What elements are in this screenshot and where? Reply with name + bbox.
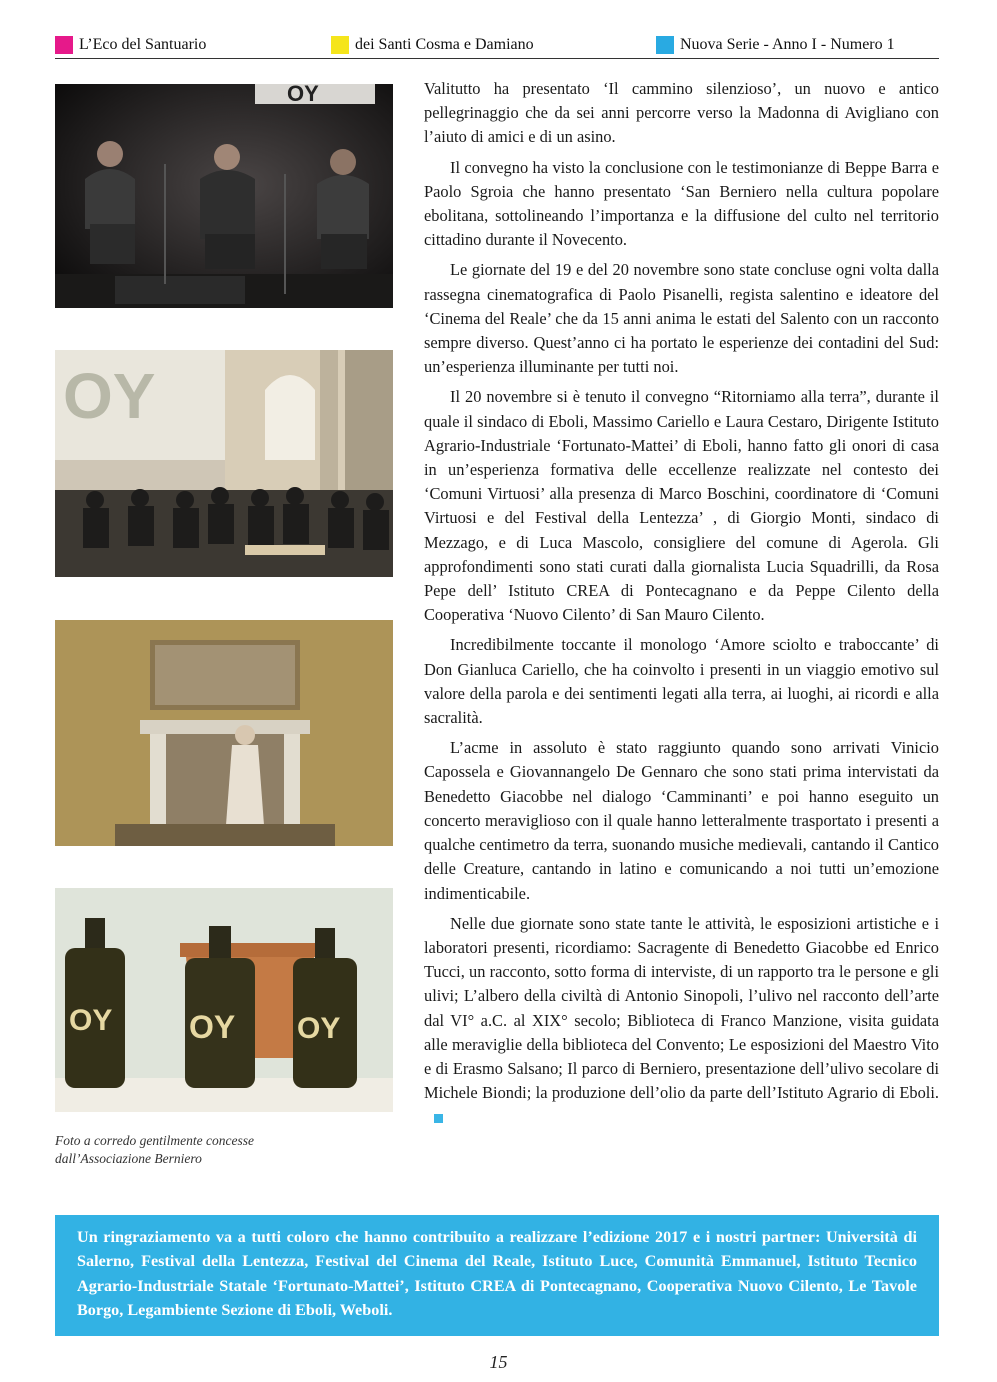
page-header — [55, 34, 939, 59]
article-paragraph: Le giornate del 19 e del 20 novembre sono state concluse ogni volta dalla rassegna cinematografica di Paolo Pisanelli, regista salentino e ideatore del ‘Cinema del Reale’ che da 15 anni anima le estati del Salento con un racconto sempre diverso. Quest’anno ci ha portato le esperienze dei contadini del Sud: un’esperienza illuminante per tutti noi. — [424, 260, 939, 377]
article-body — [424, 77, 939, 1136]
yellow-square-icon — [331, 36, 349, 54]
photo-olive-oil-bottles — [55, 888, 393, 1112]
cyan-square-icon — [656, 36, 674, 54]
oy-logo-text: OY — [287, 84, 319, 106]
article-paragraph: Incredibilmente toccante il monologo ‘Amore sciolto e traboccante’ di Don Gianluca Cariello, che ha coinvolto i presenti in un viaggio emotivo sul valore della parola e dei sentimenti legati alla terra, ai luoghi, ai ricordi e alla sacralità. — [424, 635, 939, 728]
bottle-label-text: OY — [297, 1012, 341, 1045]
end-of-article-square-icon — [434, 1114, 443, 1123]
article-paragraph: L’acme in assoluto è stato raggiunto quando sono arrivati Vinicio Capossela e Giovannangelo De Gennaro che sono stati prima intervistati da Benedetto Giacobbe nel dialogo ‘Camminanti’ e poi hanno eseguito un concerto meraviglioso con il quale hanno letteralmente trasportato i presenti a qualche centimetro da terra, suonando musiche medievali, cantando il Cantico delle Creature, cantando in latino e comunicando a noi tutti un’emozione indimenticabile. — [424, 738, 939, 903]
article-paragraph: Il convegno ha visto la conclusione con le testimonianze di Beppe Barra e Paolo Sgroia che hanno presentato ‘San Berniero nella cultura popolare ebolitana, sottolineando l’importanza e la diffusione del culto nel territorio cittadino durante il Novecento. — [424, 157, 939, 250]
photo-stage-panel — [55, 84, 393, 308]
bottle-label-text: OY — [69, 1004, 113, 1037]
header-issue-info: Nuova Serie - Anno I - Numero 1 — [656, 36, 895, 54]
header-publication-title: L’Eco del Santuario — [55, 36, 206, 54]
page-number: 15 — [489, 1352, 508, 1372]
article-paragraph: Valitutto ha presentato ‘Il cammino silenzioso’, un nuovo e antico pellegrinaggio che da sei anni percorre verso la Madonna di Avigliano con l’aiuto di amici e di un asino. — [424, 79, 939, 147]
header-subtitle: dei Santi Cosma e Damiano — [331, 36, 534, 54]
photo-caption: Foto a corredo gentilmente concesse dall’Associazione Berniero — [55, 1133, 254, 1166]
photo-church-audience — [55, 350, 393, 577]
article-paragraph: Il 20 novembre si è tenuto il convegno “Ritorniamo alla terra”, durante il quale il sindaco di Eboli, Massimo Cariello e Laura Cestaro, Dirigente Istituto Agrario-Industriale ‘Fortunato-Mattei’ di Eboli, hanno fatto gli onori di casa in un’esperienza formativa delle eccellenze realizzate nel contesto dei ‘Comuni Virtuosi’ alla presenza di Marco Boschini, coordinatore di ‘Comuni Virtuosi e del Festival della Lentezza’ , di Giorgio Monti, sindaco di Mezzago, e di Luca Mascolo, consigliere del comune di Agerola. Gli approfondimenti sono stati curati dalla giornalista Lucia Squadrilli, da Rosa Pepe dell’ Istituto CREA di Pontecagnano e da Peppe Cilento della Cooperativa ‘Nuovo Cilento’ di San Mauro Cilento. — [424, 387, 939, 625]
oy-projection-text: OY — [63, 360, 156, 432]
magenta-square-icon — [55, 36, 73, 54]
bottle-label-text: OY — [189, 1009, 236, 1045]
acknowledgements-box: Un ringraziamento va a tutti coloro che hanno contribuito a realizzare l’edizione 2017 e i nostri partner: Università di Salerno, Festival della Lentezza, Festival del Cinema del Reale, Istituto Luce, Comunità Emmanuel, Istituto Tecnico Agrario-Industriale Statale ‘Fortunato-Mattei’, Istituto CREA di Pontecagnano, Cooperativa Nuovo Cilento, Le Tavole Borgo, Legambiente Sezione di Eboli, Weboli. — [55, 1215, 939, 1336]
article-paragraph-last: Nelle due giornate sono state tante le attività, le esposizioni artistiche e i laboratori presenti, ricordiamo: Sacragente di Benedetto Giacobbe ed Enrico Tucci, un racconto, sotto forma di interviste, di un rapporto tra le persone e gli ulivi; L’albero della civiltà di Antonio Sinopoli, l’ulivo nel racconto dell’arte dal VI° a.C. al XIX° secolo; Biblioteca di Franco Manzione, visita guidata alle meraviglie della biblioteca del Convento; Le esposizioni del Maestro Vito e di Erasmo Salsano; Il parco di Berniero, presentazione dell’ulivo secolare di Michele Biondi; la produzione dell’olio da parte dell’Istituto Agrario di Eboli. — [424, 912, 939, 1130]
photo-altar-statue — [55, 620, 393, 846]
